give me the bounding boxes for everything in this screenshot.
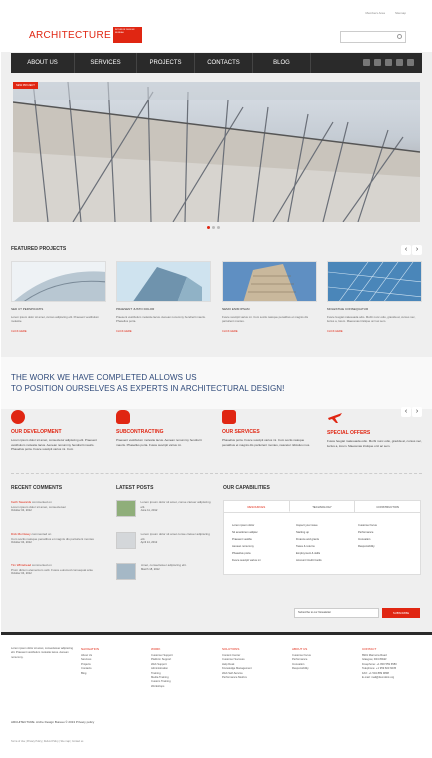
comment-date: October 04, 2012 [11, 572, 32, 575]
post-date: June 11, 2012 [140, 509, 158, 512]
footer-link[interactable]: Contacts [81, 667, 92, 671]
service-block [11, 410, 106, 452]
slogan-text [11, 372, 284, 394]
list-item[interactable]: Fusce suscipit varius mi [232, 559, 261, 562]
list-item[interactable]: Innovation [358, 538, 371, 541]
project-text: Praesent vestibulum molestie lacus. Aenean nonummy hendrerit mauris. Phasellus porta. [116, 315, 206, 324]
post-item [116, 500, 214, 517]
nav-item-blog[interactable]: BLOG [253, 53, 311, 73]
comment-author[interactable]: Tim Whitehead [11, 563, 32, 567]
project-card[interactable] [222, 261, 317, 333]
pinterest-icon[interactable] [396, 59, 403, 66]
nav-item-about[interactable]: ABOUT US [11, 53, 75, 73]
project-card[interactable] [11, 261, 106, 333]
search-icon[interactable] [397, 34, 402, 39]
project-card[interactable] [327, 261, 422, 333]
service-title[interactable]: OUR DEVELOPMENT [11, 429, 62, 435]
tab-technology[interactable]: TECHNOLOGY [290, 501, 356, 512]
subscribe-button[interactable]: SUBSCRIBE [382, 608, 420, 618]
footer-link[interactable]: Help Desk [222, 662, 235, 666]
service-block [222, 410, 317, 447]
comment-item [11, 532, 106, 545]
capabilities-col-1 [232, 522, 290, 564]
slider-dot[interactable] [207, 226, 210, 229]
gears-icon [222, 410, 236, 424]
facebook-icon[interactable] [385, 59, 392, 66]
list-item[interactable]: Employment & skills [296, 552, 321, 555]
slogan-line-2: TO POSITION OURSELVES AS EXPERTS IN ARCHITECTURAL DESIGN! [11, 384, 285, 393]
comment-author[interactable]: Keith Stewards [11, 500, 32, 504]
logo-text: ARCHITECTURE [29, 29, 111, 41]
logo-subtitle: INTERIOR DESIGN BUREAU [113, 27, 142, 43]
hero-slider[interactable] [13, 82, 420, 222]
slider-dots [207, 226, 220, 229]
comment-item [11, 500, 106, 513]
project-image[interactable] [222, 261, 317, 302]
featured-next-arrow[interactable]: › [412, 245, 422, 255]
post-text[interactable]: Lorem ipsum dolor sit amet conse ctetuer adipiscing elit. [140, 532, 210, 541]
post-item [116, 532, 214, 549]
capabilities-col-2 [296, 522, 354, 564]
post-date: April 14, 2012 [140, 541, 158, 544]
footer-link[interactable]: Innovation [292, 662, 305, 666]
footer-col-heading: NAVIGATION [81, 647, 100, 651]
footer-link[interactable]: Customer focus [292, 654, 311, 657]
list-item[interactable]: Starting up [296, 531, 309, 534]
tab-resources[interactable]: RESOURCES [224, 501, 290, 512]
footer-link[interactable]: Customer Success [222, 658, 245, 662]
posts-title: LATEST POSTS [116, 485, 154, 491]
legal-links[interactable]: Terms of Use | Privacy Policy | Refund Policy | Site map | Contact us [11, 740, 84, 743]
footer-col-work [151, 647, 211, 689]
project-image[interactable] [116, 261, 211, 302]
project-caption: SED UT PERSPICIATIS [11, 307, 44, 311]
divider [11, 473, 422, 474]
project-text: Lorem ipsum dolor sit amet, cursus adipiscing elit. Praesent vestibulum molestie. [11, 315, 99, 324]
googleplus-icon[interactable] [363, 59, 370, 66]
footer-col-navigation [81, 647, 141, 676]
comment-text[interactable]: Proin dictum elementum velit. Fusce euismod consequat ante [11, 567, 93, 572]
service-title[interactable]: SUBCONTRACTING [116, 429, 164, 435]
service-block [327, 410, 422, 448]
list-item[interactable]: Aenean nonummy [232, 545, 254, 548]
list-item[interactable]: Responsibility [358, 545, 375, 548]
service-block [116, 410, 211, 447]
project-text: Fusce feugiat malesuada odio. Morbi nunc odio, gravida at, cursus nec, luctus a, lorem. Maecenas tristique orci ac sem. [327, 315, 416, 324]
nav-item-contacts[interactable]: CONTACTS [195, 53, 253, 73]
footer-link[interactable]: Platform Support [151, 658, 172, 662]
footer-link[interactable]: Performance [292, 658, 308, 662]
fax-line: FAX: +1 504 889 9898 [362, 671, 389, 675]
comment-date: October 04, 2012 [11, 541, 32, 544]
project-caption: MOLESTIAE CONSEQUATUR [327, 307, 369, 311]
airplane-icon [327, 410, 343, 424]
email-link[interactable]: E-mail: mail@demolink.org [362, 676, 395, 680]
project-card[interactable] [116, 261, 211, 333]
project-caption: NEMO ENIM IPSAM [222, 307, 250, 311]
list-item[interactable]: Performance [358, 531, 374, 534]
footer-link[interactable]: Content Center [222, 654, 241, 657]
phone-line: Freephone: +1 800 559 6580 [362, 662, 397, 666]
post-thumbnail[interactable] [116, 563, 136, 580]
list-item[interactable]: Taxes & returns [296, 545, 315, 548]
comment-date: October 04, 2012 [11, 509, 32, 512]
footer-link[interactable]: Web Support [151, 662, 167, 666]
footer-link[interactable]: Web Self-Service [222, 671, 243, 675]
footer-link[interactable]: Administration [151, 667, 169, 671]
top-link-sitemap[interactable]: Sitemap [394, 11, 406, 15]
address-line: 8901 Marmora Road [362, 654, 387, 657]
capabilities-col-3 [358, 522, 416, 550]
comment-text[interactable]: Cum sociis natoque penatibus et magnis dis parturient montes [11, 536, 94, 541]
footer-about: Lorem ipsum dolor sit amet, consectetuer adipiscing elit. Praesent vestibulum molestie lacus. Aenean nonummy. [11, 647, 73, 659]
footer-link[interactable]: About Us [81, 654, 93, 657]
post-item [116, 563, 214, 580]
list-item[interactable]: Lorem ipsum dolor [232, 524, 255, 527]
hero-image [13, 82, 420, 222]
new-project-badge: NEW PROJECT [13, 82, 38, 89]
project-caption: PRAESENT JUSTO DOLOR [116, 307, 155, 311]
footer-link[interactable]: Responsibility [292, 667, 309, 671]
list-item[interactable]: Praesent vestibu [232, 538, 253, 541]
footer-col-heading: ABOUT US [292, 647, 308, 651]
click-here-link[interactable]: CLICK HERE [222, 330, 238, 334]
footer-link[interactable]: Custom Training [151, 680, 171, 684]
top-link-members[interactable]: Members Area [365, 11, 385, 15]
footer-col-heading: SOLUTIONS [222, 647, 240, 651]
footer-col-about [292, 647, 352, 672]
comment-suffix: commented on [31, 500, 52, 504]
tab-construction[interactable]: CONSTRUCTION [376, 505, 399, 509]
footer-link[interactable]: Projects [81, 662, 91, 666]
linkedin-icon[interactable] [407, 59, 414, 66]
footer-col-contact [362, 647, 422, 680]
project-image[interactable] [327, 261, 422, 302]
search-input[interactable] [340, 31, 406, 43]
footer-link[interactable]: Blog [81, 671, 87, 675]
comment-suffix: commented on [31, 563, 52, 567]
footer-link[interactable]: Knowledge Management [222, 667, 252, 671]
newsletter-input[interactable]: Subscribe to our Newsletter [294, 608, 379, 618]
footer-link[interactable]: Customer Support [151, 654, 173, 657]
post-text[interactable]: Lorem ipsum dolor sit amet, conse ctetuer adipiscing elit. [140, 500, 211, 509]
comment-text[interactable]: Lorem ipsum dolor sit amet, consectetuer [11, 504, 67, 509]
post-thumbnail[interactable] [116, 500, 136, 517]
footer-link[interactable]: Performance Metrics [222, 676, 247, 680]
footer-link[interactable]: Media Training [151, 676, 169, 680]
post-text[interactable]: Amet, consectetuer adipiscing elit. [141, 563, 187, 567]
list-item[interactable]: Phasellus porta [232, 552, 251, 555]
comment-suffix: commented on [30, 532, 52, 536]
service-title[interactable]: OUR SERVICES [222, 429, 260, 435]
click-here-link[interactable]: CLICK HERE [327, 330, 343, 334]
service-text: Lorem ipsum dolor sit amet, consectetur adipiscing elit. Praesent vestibulum molestie lacus. Aenean nonummy hendrerit mauris. Phasellus porta. Fusce suscipit varius mi. Cum [11, 438, 97, 451]
nav-item-services[interactable]: SERVICES [75, 53, 137, 73]
footer-link[interactable]: Services [81, 658, 92, 662]
copyright: ARCHITECTURE. Arche Design Bureau © 2013 Privacy policy [11, 720, 95, 724]
project-text: Fusce suscipit varius mi. Cum sociis natoque penatibus et magnis dis parturient montes. [222, 315, 308, 324]
featured-title: FEATURED PROJECTS [11, 246, 67, 252]
footer-col-solutions [222, 647, 282, 680]
service-text: Phasellus porta. Fusce suscipit varius mi. Cum sociis natoque penatibus et magnis dis parturient montes, nascetur ridiculus mus. [222, 438, 311, 447]
comment-item [11, 563, 106, 576]
logo[interactable] [29, 27, 142, 43]
footer-col-heading: WORK [151, 647, 161, 651]
social-icons [363, 59, 414, 66]
service-text: Praesent vestibulum molestie lacus. Aenean nonummy hendrerit mauris. Phasellus porta. Fusce suscipit varius mi. [116, 438, 202, 447]
header [1, 0, 432, 52]
list-item[interactable]: Finance and grants [296, 538, 320, 541]
main-nav [11, 53, 422, 73]
capabilities-title: OUR CAPABILITIES [223, 485, 270, 491]
click-here-link[interactable]: CLICK HERE [116, 330, 132, 334]
list-item[interactable]: Inspect your issue [296, 524, 318, 527]
list-item[interactable]: Customer focus [358, 524, 377, 527]
slogan-banner [1, 357, 432, 409]
service-title[interactable]: SPECIAL OFFERS [327, 430, 371, 436]
address-line: Glasgow, D04 89GR [362, 658, 387, 662]
list-item[interactable]: Account Credit Cards [296, 559, 322, 562]
twitter-icon[interactable] [374, 59, 381, 66]
service-text: Fusce feugiat malesuada odio. Morbi nunc odio, gravida at, cursus nec, luctus a, lorem. Maecenas tristique orci ac sem. [327, 439, 422, 448]
slogan-line-1: THE WORK WE HAVE COMPLETED ALLOWS US [11, 373, 197, 382]
lightbulb-icon [116, 410, 130, 424]
slider-dot[interactable] [217, 226, 220, 229]
phone-line: Telephone: +1 959 603 6035 [362, 667, 397, 671]
top-links [365, 11, 406, 15]
post-thumbnail[interactable] [116, 532, 136, 549]
post-date: March 18, 2012 [141, 567, 160, 571]
capabilities-tabs [223, 500, 421, 575]
footer-col-heading: CONTACT [362, 647, 377, 651]
comments-title: RECENT COMMENTS [11, 485, 63, 491]
project-image[interactable] [11, 261, 106, 302]
list-item[interactable]: Sit ametlorem adipisc [232, 531, 258, 534]
services-prev-arrow[interactable]: ‹ [401, 407, 411, 417]
featured-prev-arrow[interactable]: ‹ [401, 245, 411, 255]
click-here-link[interactable]: CLICK HERE [11, 330, 27, 334]
globe-icon [11, 410, 25, 424]
footer-link[interactable]: Training [151, 671, 161, 675]
nav-item-projects[interactable]: PROJECTS [137, 53, 195, 73]
slider-dot[interactable] [212, 226, 215, 229]
footer-link[interactable]: Workshops [151, 684, 165, 688]
services-next-arrow[interactable]: › [412, 407, 422, 417]
comment-author[interactable]: Dick Morrissey [11, 532, 31, 536]
